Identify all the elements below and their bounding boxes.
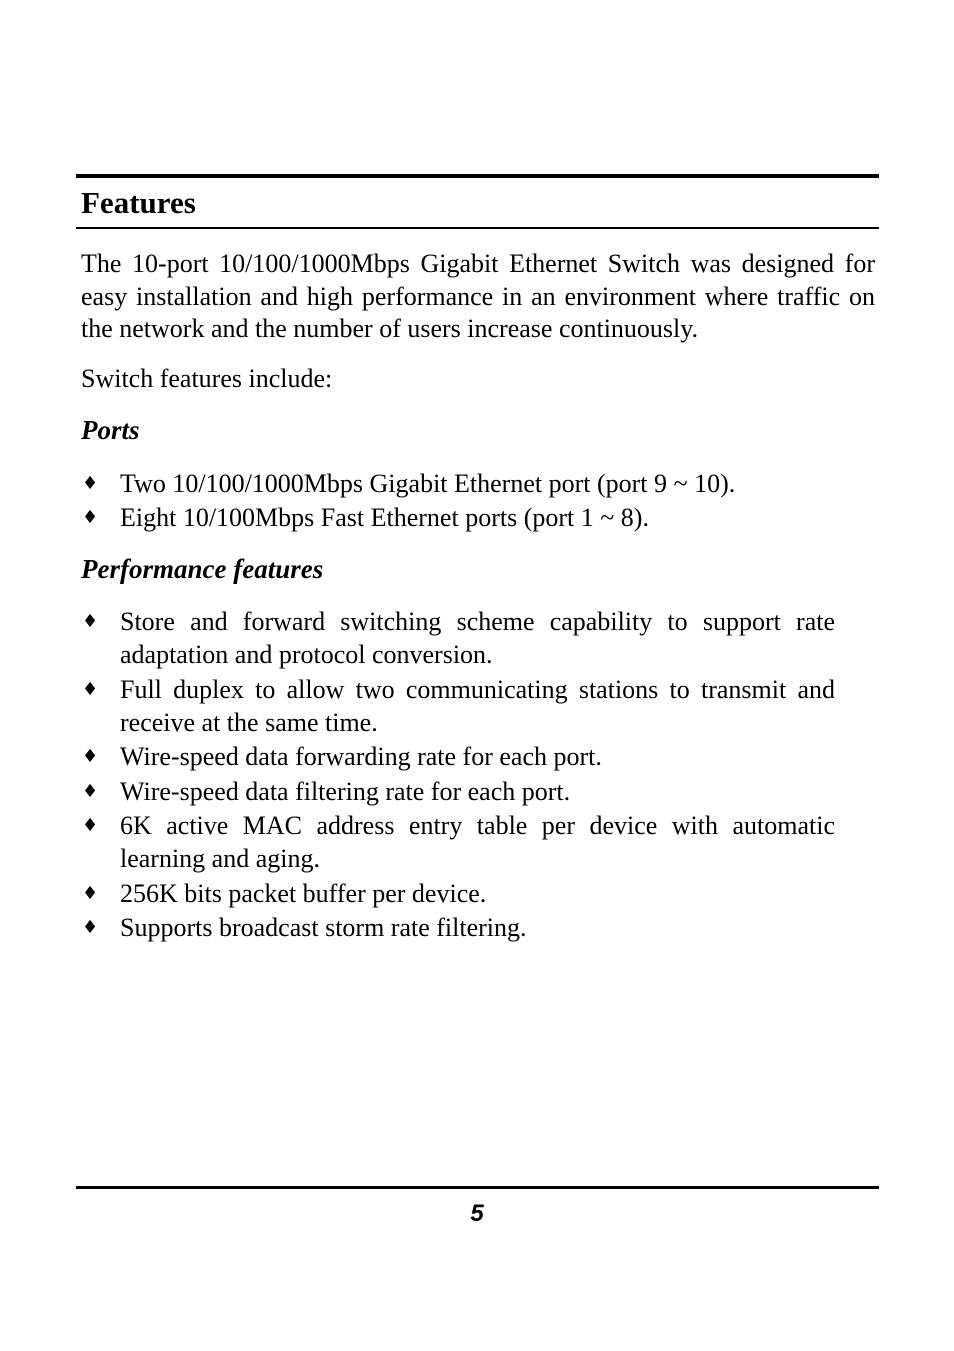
list-item-text: Full duplex to allow two communicating stations to transmit and receive at the same time. [120, 675, 835, 737]
list-item-text: 256K bits packet buffer per device. [120, 879, 487, 908]
diamond-bullet-icon: ♦ [82, 679, 99, 700]
features-lead: Switch features include: [81, 364, 333, 393]
list-item-text: Eight 10/100Mbps Fast Ethernet ports (port 1 ~ 8). [120, 503, 649, 532]
diamond-bullet-icon: ♦ [82, 611, 99, 632]
ports-list [81, 467, 835, 534]
list-item-text: 6K active MAC address entry table per device with automatic learning and aging. [120, 811, 835, 873]
list-item [81, 740, 835, 773]
list-item-text: Store and forward switching scheme capability to support rate adaptation and protocol conversion. [120, 607, 835, 669]
list-item [81, 775, 835, 808]
list-item-text: Two 10/100/1000Mbps Gigabit Ethernet port (port 9 ~ 10). [120, 469, 736, 498]
list-item [81, 673, 835, 739]
diamond-bullet-icon: ♦ [82, 507, 99, 528]
diamond-bullet-icon: ♦ [82, 781, 99, 802]
diamond-bullet-icon: ♦ [82, 883, 99, 904]
list-item [81, 467, 835, 500]
performance-heading: Performance features [81, 554, 324, 584]
diamond-bullet-icon: ♦ [82, 917, 99, 938]
list-item-text: Supports broadcast storm rate filtering. [120, 913, 527, 942]
top-rule [76, 174, 879, 178]
list-item [81, 501, 835, 534]
list-item [81, 877, 835, 910]
footer-rule [76, 1186, 879, 1189]
title-underline [76, 227, 879, 229]
ports-heading: Ports [81, 415, 140, 445]
list-item-text: Wire-speed data filtering rate for each port. [120, 777, 571, 806]
diamond-bullet-icon: ♦ [82, 473, 99, 494]
list-item-text: Wire-speed data forwarding rate for each port. [120, 742, 602, 771]
section-title: Features [81, 185, 196, 220]
list-item [81, 809, 835, 875]
list-item [81, 911, 835, 944]
intro-paragraph: The 10-port 10/100/1000Mbps Gigabit Ethernet Switch was designed for easy installation and high performance in an environment where traffic on the network and the number of users increase continuously. [81, 249, 875, 343]
diamond-bullet-icon: ♦ [82, 746, 99, 767]
diamond-bullet-icon: ♦ [82, 815, 99, 836]
performance-list [81, 605, 835, 944]
page-number: 5 [470, 1200, 484, 1227]
list-item [81, 605, 835, 671]
